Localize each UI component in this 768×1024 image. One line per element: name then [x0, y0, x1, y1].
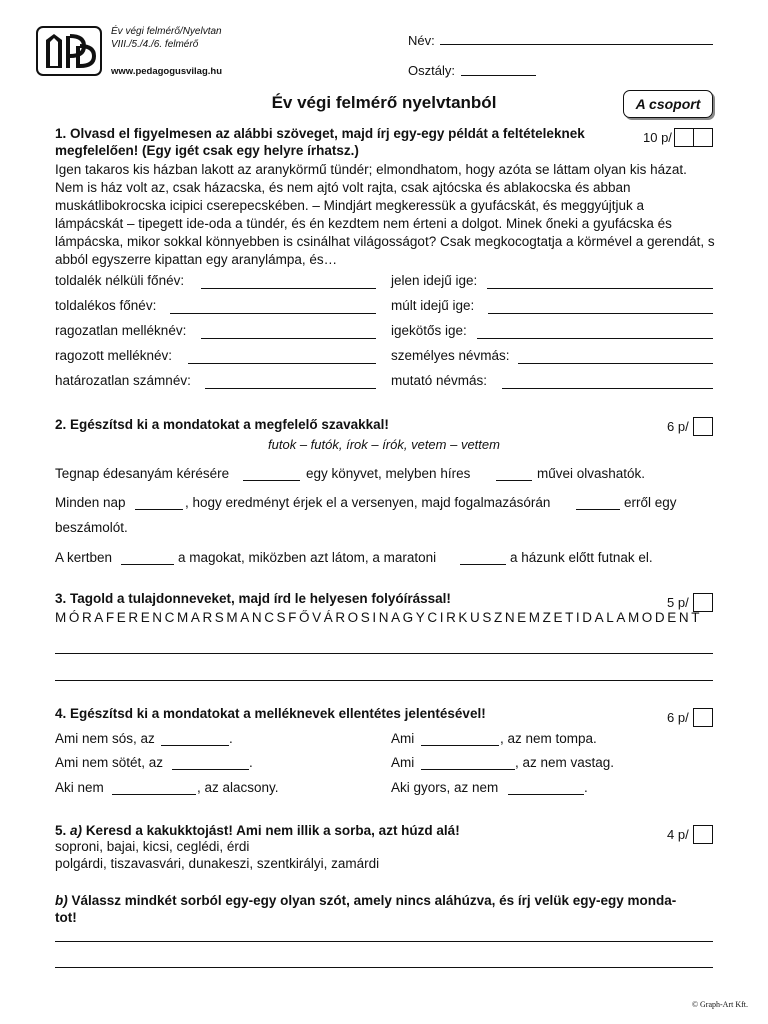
q4-blank-r1[interactable] — [421, 745, 499, 746]
q5-part-b-label: b) — [55, 893, 68, 908]
q2-sentence-2b: , hogy eredményt érjek el a versenyen, majd fogalmazásórán — [185, 495, 551, 510]
q1-left-answer-1[interactable] — [201, 288, 376, 289]
q5-part-a-label: a) — [70, 823, 83, 838]
q2-sentence-1c: művei olvashatók. — [537, 466, 646, 481]
q5-part-b-line2: tot! — [55, 910, 77, 925]
q1-right-answer-3[interactable] — [477, 338, 713, 339]
name-label: Név: — [408, 33, 435, 48]
q5-answer-line-1[interactable] — [55, 941, 713, 942]
q1-title: 1. Olvasd el figyelmesen az alábbi szöveget, majd írj egy-egy példát a feltételeknek megfelelően! (Egy igét csak egy helyre írhatsz.) — [55, 126, 585, 158]
q1-right-label: igekötős ige: — [391, 323, 467, 338]
q5-score — [667, 825, 713, 844]
q1-right-answer-4[interactable] — [518, 363, 713, 364]
q1-right-label: mutató névmás: — [391, 373, 488, 388]
q3-answer-line-2[interactable] — [55, 680, 713, 681]
q5-part-b — [55, 892, 715, 926]
q1-right-label: jelen idejű ige: — [391, 273, 478, 288]
q4-left-3a: Aki nem — [55, 780, 104, 795]
q2-sentence-2d: beszámolót. — [55, 520, 128, 535]
q2-sentence-3c: a házunk előtt futnak el. — [510, 550, 653, 565]
q2-blank-3[interactable] — [135, 509, 183, 510]
q5-score-box[interactable] — [693, 825, 713, 844]
q2-blank-1[interactable] — [243, 480, 300, 481]
q1-left-answer-2[interactable] — [170, 313, 376, 314]
q1-score — [643, 128, 713, 147]
q3-letters: MÓRAFERENCMARSMANCSFŐVÁROSINAGYCIRKUSZNEMZETIDALAMODENT — [55, 610, 703, 625]
header-info — [111, 25, 222, 51]
q1-left-answer-4[interactable] — [188, 363, 376, 364]
q2-words: futok – futók, írok – írók, vetem – vettem — [268, 437, 500, 452]
q4-right-2b: , az nem vastag. — [515, 755, 615, 770]
q4-blank-l1[interactable] — [161, 745, 229, 746]
q5-part-b-line1: Válassz mindkét sorból egy-egy olyan szót, amely nincs aláhúzva, és írj velük egy-egy monda- — [71, 893, 677, 908]
q2-sentence-3b: a magokat, miközben azt látom, a maratoni — [178, 550, 437, 565]
q1-left-1 — [55, 273, 184, 288]
q5-number: 5. — [55, 823, 67, 838]
q4-blank-r3[interactable] — [508, 794, 584, 795]
q3-title: 3. Tagold a tulajdonneveket, majd írd le helyesen folyóírással! — [55, 591, 451, 606]
q4-right-3a: Aki gyors, az nem — [391, 780, 499, 795]
q1-left-5 — [55, 373, 191, 388]
q2-sentence-2a: Minden nap — [55, 495, 126, 510]
q4-left-1a: Ami nem sós, az — [55, 731, 155, 746]
group-badge: A csoport — [623, 90, 713, 118]
q1-right-answer-1[interactable] — [487, 288, 713, 289]
q5-title — [55, 823, 460, 838]
q1-text: Igen takaros kis házban lakott az aranykörmű tündér; elmondhatom, hogy azóta se láttam olyan kis házat. Nem is ház volt az, csak házacska, és nem ajtó volt rajta, csak ajtócska és ablakocska és abban muskátlibokrocska icipici cserepecskében. – Mindjárt megkeressük a gyufácskát, és meggyújtjuk a lámpácskát – tipegett ide-oda a tündér, és én kezdtem nem érteni a dolgot. Minek őneki a gyufácska és lámpácska, mikor sokkal könnyebben is csinálhat világosságot? Csak megkocogtatja a körmével a gerendát, s abból egyszerre kipattan egy aranylámpa, és… — [55, 162, 715, 267]
q3-points: 5 p/ — [667, 595, 689, 610]
q4-left-3b: , az alacsony. — [197, 780, 279, 795]
q2-blank-4[interactable] — [576, 509, 620, 510]
q5-row-1[interactable]: soproni, bajai, kicsi, ceglédi, érdi — [55, 839, 250, 854]
q5-title-text: Keresd a kakukktojást! Ami nem illik a sorba, azt húzd alá! — [85, 823, 460, 838]
q1-right-label: múlt idejű ige: — [391, 298, 475, 313]
q1-score-box-1[interactable] — [674, 128, 694, 147]
q2-blank-5[interactable] — [121, 564, 174, 565]
q1-left-2 — [55, 298, 156, 313]
q1-right-1 — [391, 273, 477, 288]
q4-left-2b: . — [249, 755, 253, 770]
website: www.pedagogusvilag.hu — [111, 66, 223, 77]
q4-blank-l3[interactable] — [112, 794, 196, 795]
header-line1: Év végi felmérő/Nyelvtan — [111, 26, 222, 37]
q1-left-label: ragozatlan melléknév: — [55, 323, 187, 338]
q1-left-3 — [55, 323, 186, 338]
q1-left-label: toldalékos főnév: — [55, 298, 157, 313]
q1-right-2 — [391, 298, 474, 313]
q2-title: 2. Egészítsd ki a mondatokat a megfelelő szavakkal! — [55, 417, 389, 432]
q1-left-answer-3[interactable] — [201, 338, 376, 339]
q5-answer-line-2[interactable] — [55, 967, 713, 968]
q2-score — [667, 417, 713, 436]
q3-answer-line-1[interactable] — [55, 653, 713, 654]
q1-right-4 — [391, 348, 510, 363]
q4-title: 4. Egészítsd ki a mondatokat a melléknevek ellentétes jelentésével! — [55, 706, 486, 721]
q1-right-label: személyes névmás: — [391, 348, 510, 363]
footer-copyright: © Graph-Art Kft. — [691, 1000, 748, 1009]
q4-right-2a: Ami — [391, 755, 415, 770]
q1-left-4 — [55, 348, 172, 363]
q4-right-3b: . — [584, 780, 588, 795]
q1-left-label: toldalék nélküli főnév: — [55, 273, 185, 288]
q1-left-label: ragozott melléknév: — [55, 348, 173, 363]
q4-points: 6 p/ — [667, 710, 689, 725]
q4-right-1a: Ami — [391, 731, 415, 746]
q1-left-answer-5[interactable] — [205, 388, 376, 389]
q5-points: 4 p/ — [667, 827, 689, 842]
header-line2: VIII./5./4./6. felmérő — [111, 39, 199, 50]
q4-left-2a: Ami nem sötét, az — [55, 755, 164, 770]
q2-sentence-1a: Tegnap édesanyám kérésére — [55, 466, 230, 481]
q4-score — [667, 708, 713, 727]
q2-score-box[interactable] — [693, 417, 713, 436]
q1-right-5 — [391, 373, 487, 388]
q2-sentence-1b: egy könyvet, melyben híres — [306, 466, 471, 481]
q5-row-2[interactable]: polgárdi, tiszavasvári, dunakeszi, szentkirályi, zamárdi — [55, 856, 380, 871]
q1-right-answer-2[interactable] — [488, 313, 713, 314]
q4-right-1b: , az nem tompa. — [500, 731, 597, 746]
class-field[interactable] — [461, 75, 536, 76]
q2-sentence-3a: A kertben — [55, 550, 113, 565]
page-title: Év végi felmérő nyelvtanból — [271, 93, 497, 112]
q4-blank-l2[interactable] — [172, 769, 249, 770]
q1-points: 10 p/ — [643, 130, 672, 145]
q2-points: 6 p/ — [667, 419, 689, 434]
q2-blank-6[interactable] — [460, 564, 506, 565]
q4-blank-r2[interactable] — [421, 769, 515, 770]
q4-left-1b: . — [229, 731, 233, 746]
q2-sentence-2c: erről egy — [624, 495, 677, 510]
q1-score-box-2[interactable] — [694, 128, 713, 147]
name-field[interactable] — [440, 44, 713, 45]
q1-right-answer-5[interactable] — [502, 388, 713, 389]
q4-score-box[interactable] — [693, 708, 713, 727]
q1-left-label: határozatlan számnév: — [55, 373, 191, 388]
class-label: Osztály: — [408, 63, 455, 78]
publisher-logo — [36, 26, 102, 76]
q1-right-3 — [391, 323, 467, 338]
q2-blank-2[interactable] — [496, 480, 532, 481]
